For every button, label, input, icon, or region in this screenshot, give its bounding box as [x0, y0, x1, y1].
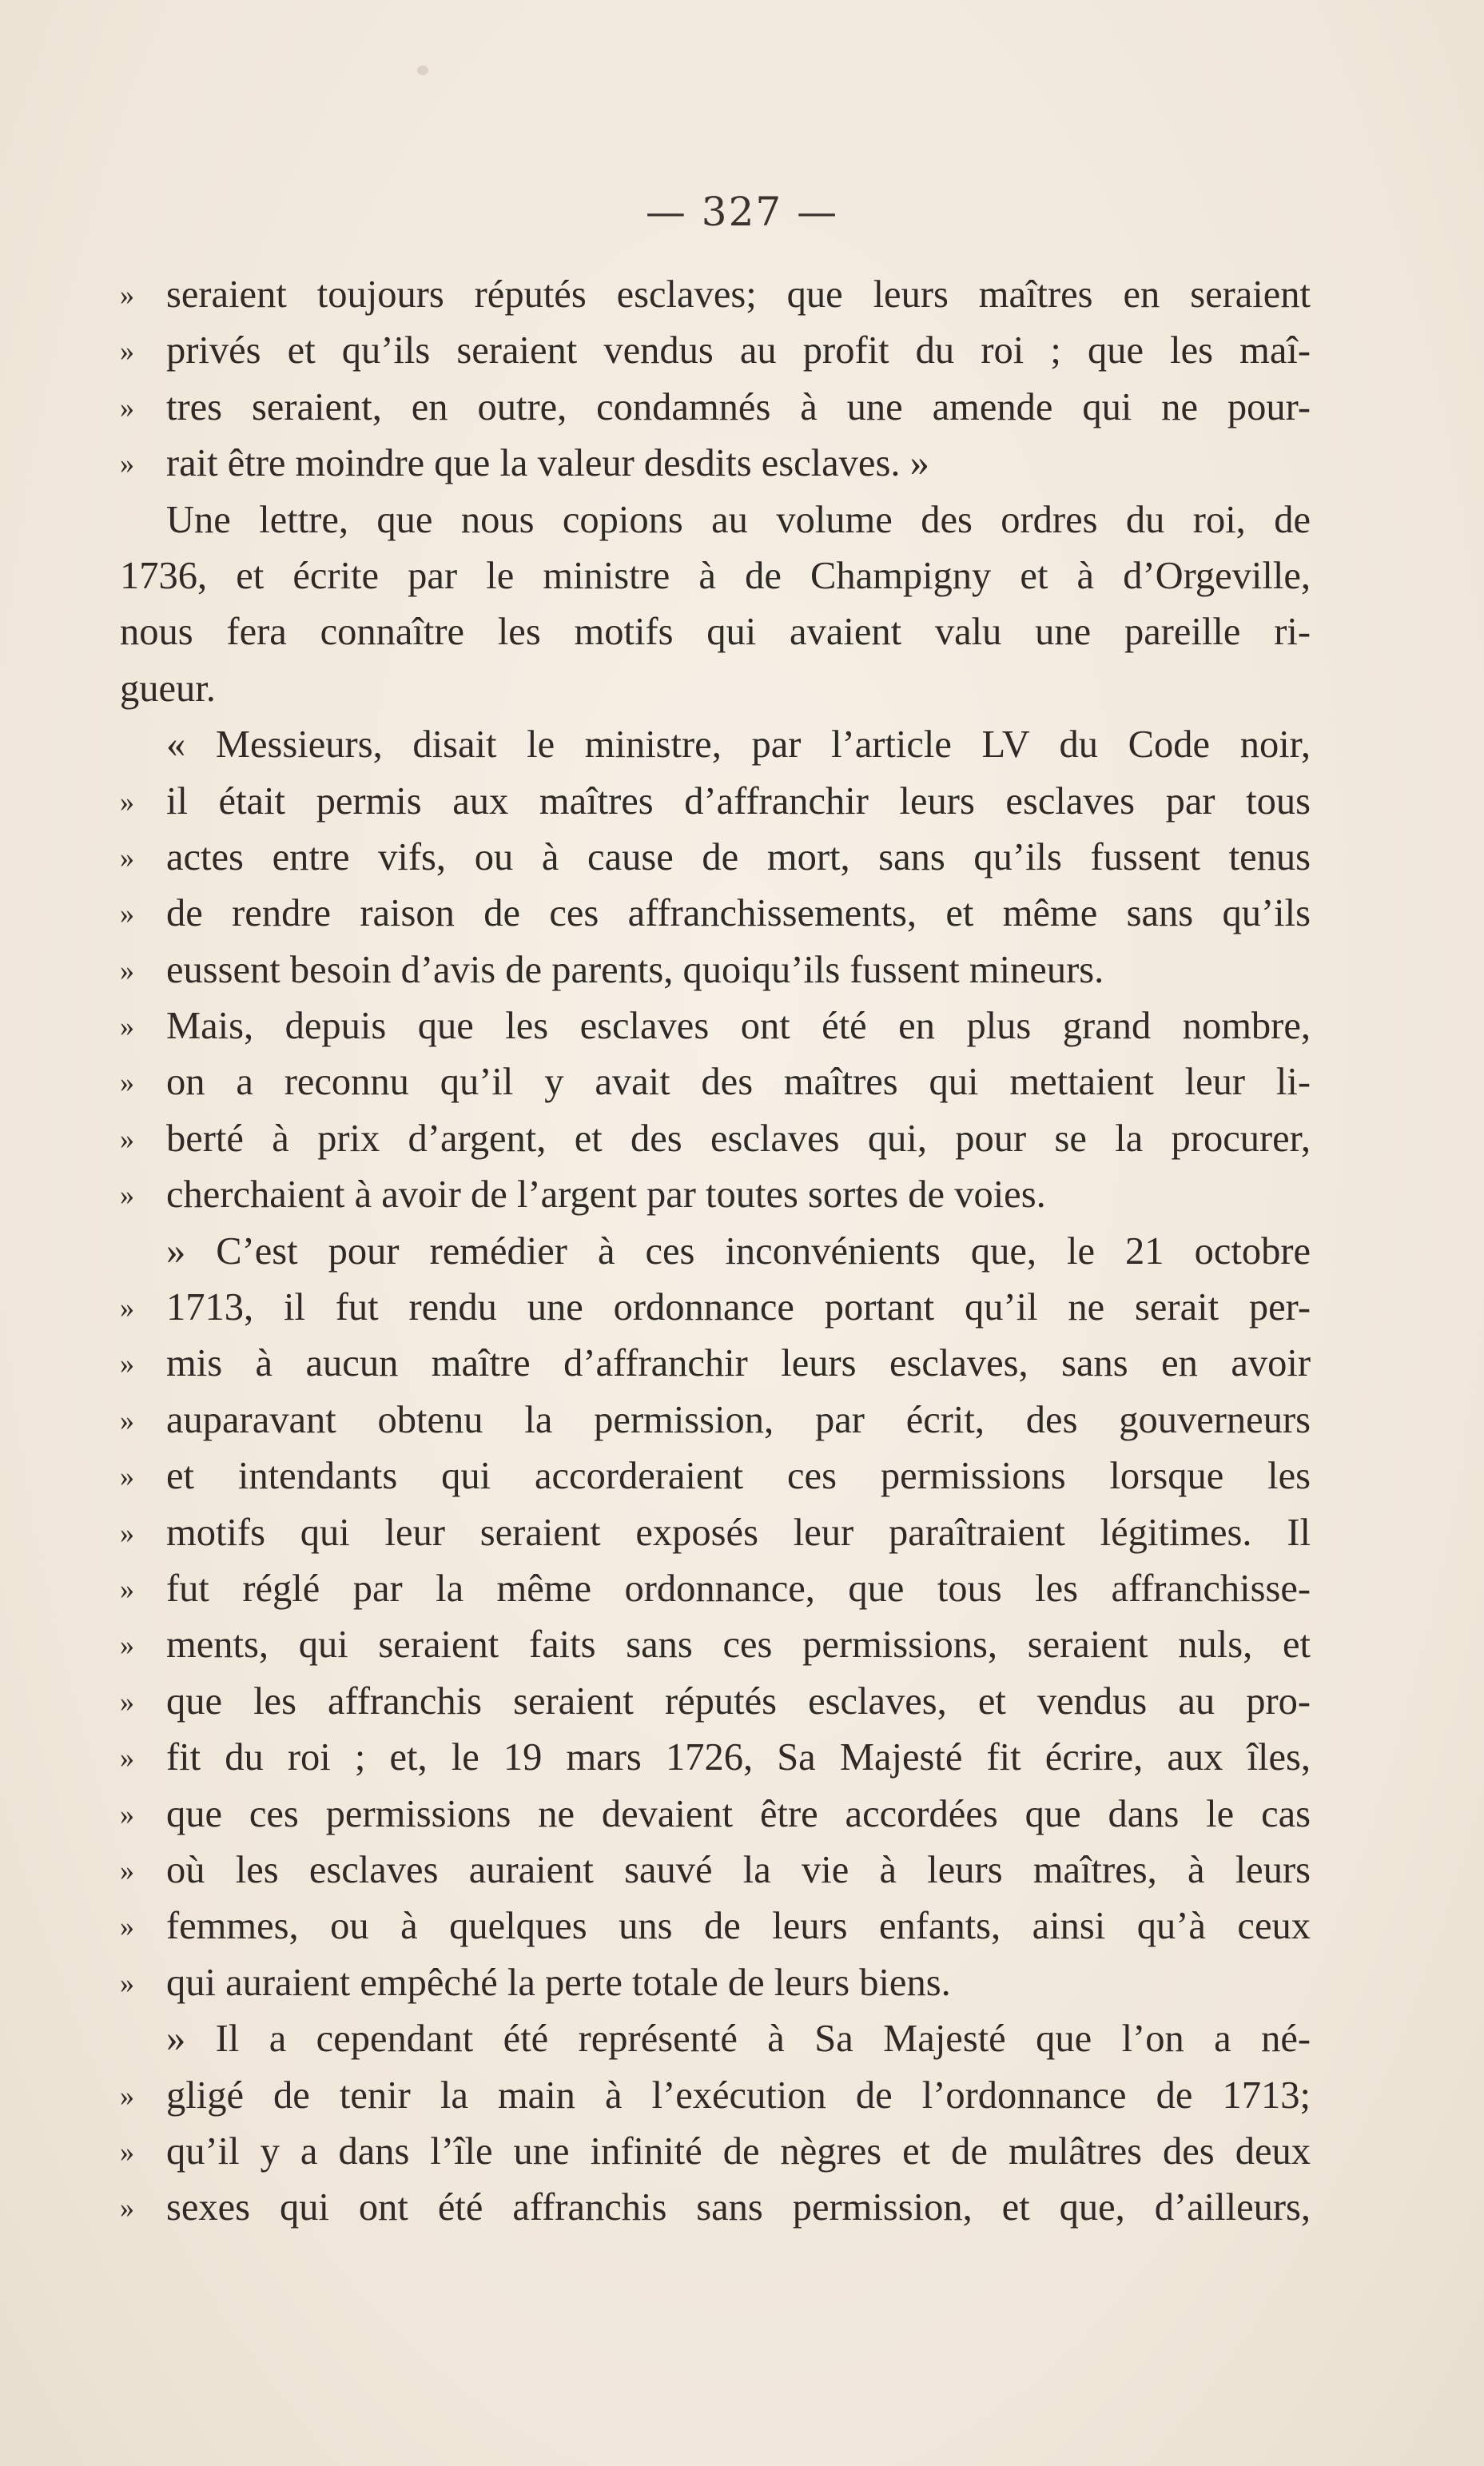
text-line [120, 1280, 1311, 1336]
line-text: gueur. [120, 667, 216, 710]
text-line [120, 2124, 1311, 2180]
text-line [120, 774, 1311, 830]
continuation-quote-mark: » [120, 279, 134, 311]
text-line [120, 2180, 1311, 2236]
line-text: que les affranchis seraient réputés esclaves, et vendus au pro- [166, 1679, 1311, 1723]
text-line [120, 998, 1311, 1054]
text-line [120, 1617, 1311, 1673]
line-text: fut réglé par la même ordonnance, que tous les affranchisse- [166, 1567, 1311, 1610]
continuation-quote-mark: » [120, 1404, 134, 1436]
continuation-quote-mark: » [120, 954, 134, 986]
line-text: nous fera connaître les motifs qui avaient valu une pareille ri- [120, 611, 1311, 654]
text-line [120, 1730, 1311, 1786]
line-text: rait être moindre que la valeur desdits esclaves. » [166, 442, 929, 485]
line-text: actes entre vifs, ou à cause de mort, sans qu’ils fussent tenus [166, 835, 1311, 878]
text-line [120, 1392, 1311, 1448]
continuation-quote-mark: » [120, 1516, 134, 1549]
continuation-quote-mark: » [120, 1010, 134, 1043]
continuation-quote-mark: » [120, 1066, 134, 1099]
text-line [120, 548, 1311, 604]
continuation-quote-mark: » [120, 1854, 134, 1886]
text-line [120, 2068, 1311, 2124]
line-text: sexes qui ont été affranchis sans permission, et que, d’ailleurs, [166, 2186, 1311, 2229]
line-text: cherchaient à avoir de l’argent par toutes sortes de voies. [166, 1173, 1046, 1217]
continuation-quote-mark: » [120, 1348, 134, 1380]
body-text [120, 267, 1311, 2237]
line-text: gligé de tenir la main à l’exécution de l’ordonnance de 1713; [166, 2074, 1311, 2117]
continuation-quote-mark: » [120, 1910, 134, 1943]
page-number: — 327 — [645, 189, 839, 235]
text-line [120, 1448, 1311, 1504]
continuation-quote-mark: » [120, 1122, 134, 1155]
line-text: eussent besoin d’avis de parents, quoiqu’ils fussent mineurs. [166, 948, 1104, 991]
continuation-quote-mark: » [120, 785, 134, 818]
line-text: » C’est pour remédier à ces inconvénients que, le 21 octobre [166, 1229, 1311, 1273]
line-text: » Il a cependant été représenté à Sa Majesté que l’on a né- [166, 2018, 1311, 2061]
continuation-quote-mark: » [120, 1292, 134, 1325]
continuation-quote-mark: » [120, 448, 134, 480]
line-text: il était permis aux maîtres d’affranchir leurs esclaves par tous [166, 779, 1311, 823]
text-line [120, 1167, 1311, 1223]
line-text: 1736, et écrite par le ministre à de Champigny et à d’Orgeville, [120, 554, 1311, 597]
line-text: femmes, ou à quelques uns de leurs enfants, ainsi qu’à ceux [166, 1905, 1311, 1948]
text-line [120, 436, 1311, 492]
line-text: « Messieurs, disait le ministre, par l’article LV du Code noir, [166, 723, 1311, 767]
text-line [120, 323, 1311, 379]
line-text: et intendants qui accorderaient ces permissions lorsque les [166, 1455, 1311, 1498]
line-text: motifs qui leur seraient exposés leur paraîtraient légitimes. Il [166, 1511, 1311, 1554]
text-line [120, 1561, 1311, 1617]
text-line [120, 1224, 1311, 1280]
continuation-quote-mark: » [120, 1685, 134, 1718]
continuation-quote-mark: » [120, 841, 134, 874]
line-text: tres seraient, en outre, condamnés à une amende qui ne pour- [166, 385, 1311, 428]
text-line [120, 1054, 1311, 1110]
text-line [120, 1898, 1311, 1954]
text-line [120, 2011, 1311, 2067]
text-line [120, 661, 1311, 717]
text-line [120, 492, 1311, 548]
continuation-quote-mark: » [120, 1966, 134, 1999]
text-line [120, 604, 1311, 660]
text-line [120, 267, 1311, 323]
line-text: on a reconnu qu’il y avait des maîtres qui mettaient leur li- [166, 1061, 1311, 1104]
text-line [120, 830, 1311, 886]
continuation-quote-mark: » [120, 1798, 134, 1831]
continuation-quote-mark: » [120, 1742, 134, 1775]
line-text: privés et qu’ils seraient vendus au profit du roi ; que les maî- [166, 329, 1311, 372]
line-text: seraient toujours réputés esclaves; que leurs maîtres en seraient [166, 273, 1311, 316]
line-text: auparavant obtenu la permission, par écrit, des gouverneurs [166, 1398, 1311, 1441]
text-line [120, 1955, 1311, 2011]
line-text: Mais, depuis que les esclaves ont été en plus grand nombre, [166, 1005, 1311, 1048]
line-text: qui auraient empêché la perte totale de leurs biens. [166, 1961, 951, 2004]
continuation-quote-mark: » [120, 2079, 134, 2112]
continuation-quote-mark: » [120, 335, 134, 368]
text-line [120, 380, 1311, 436]
continuation-quote-mark: » [120, 2135, 134, 2168]
line-text: de rendre raison de ces affranchissements, et même sans qu’ils [166, 892, 1311, 935]
line-text: berté à prix d’argent, et des esclaves qui, pour se la procurer, [166, 1117, 1311, 1160]
continuation-quote-mark: » [120, 1179, 134, 1212]
text-line [120, 717, 1311, 773]
line-text: que ces permissions ne devaient être accordées que dans le cas [166, 1792, 1311, 1835]
continuation-quote-mark: » [120, 1629, 134, 1662]
continuation-quote-mark: » [120, 2192, 134, 2225]
line-text: mis à aucun maître d’affranchir leurs esclaves, sans en avoir [166, 1342, 1311, 1385]
text-line [120, 1505, 1311, 1561]
text-line [120, 1336, 1311, 1392]
continuation-quote-mark: » [120, 1460, 134, 1493]
continuation-quote-mark: » [120, 1572, 134, 1605]
text-line [120, 942, 1311, 998]
continuation-quote-mark: » [120, 391, 134, 424]
text-line [120, 1787, 1311, 1843]
line-text: ments, qui seraient faits sans ces permissions, seraient nuls, et [166, 1623, 1311, 1667]
text-line [120, 886, 1311, 942]
text-line [120, 1843, 1311, 1898]
line-text: où les esclaves auraient sauvé la vie à leurs maîtres, à leurs [166, 1848, 1311, 1891]
paper-spot [417, 66, 428, 75]
text-line [120, 1111, 1311, 1167]
line-text: qu’il y a dans l’île une infinité de nègres et de mulâtres des deux [166, 2129, 1311, 2173]
text-line [120, 1674, 1311, 1730]
line-text: 1713, il fut rendu une ordonnance portant qu’il ne serait per- [166, 1286, 1311, 1329]
line-text: fit du roi ; et, le 19 mars 1726, Sa Majesté fit écrire, aux îles, [166, 1736, 1311, 1779]
continuation-quote-mark: » [120, 898, 134, 930]
line-text: Une lettre, que nous copions au volume des ordres du roi, de [166, 498, 1311, 541]
